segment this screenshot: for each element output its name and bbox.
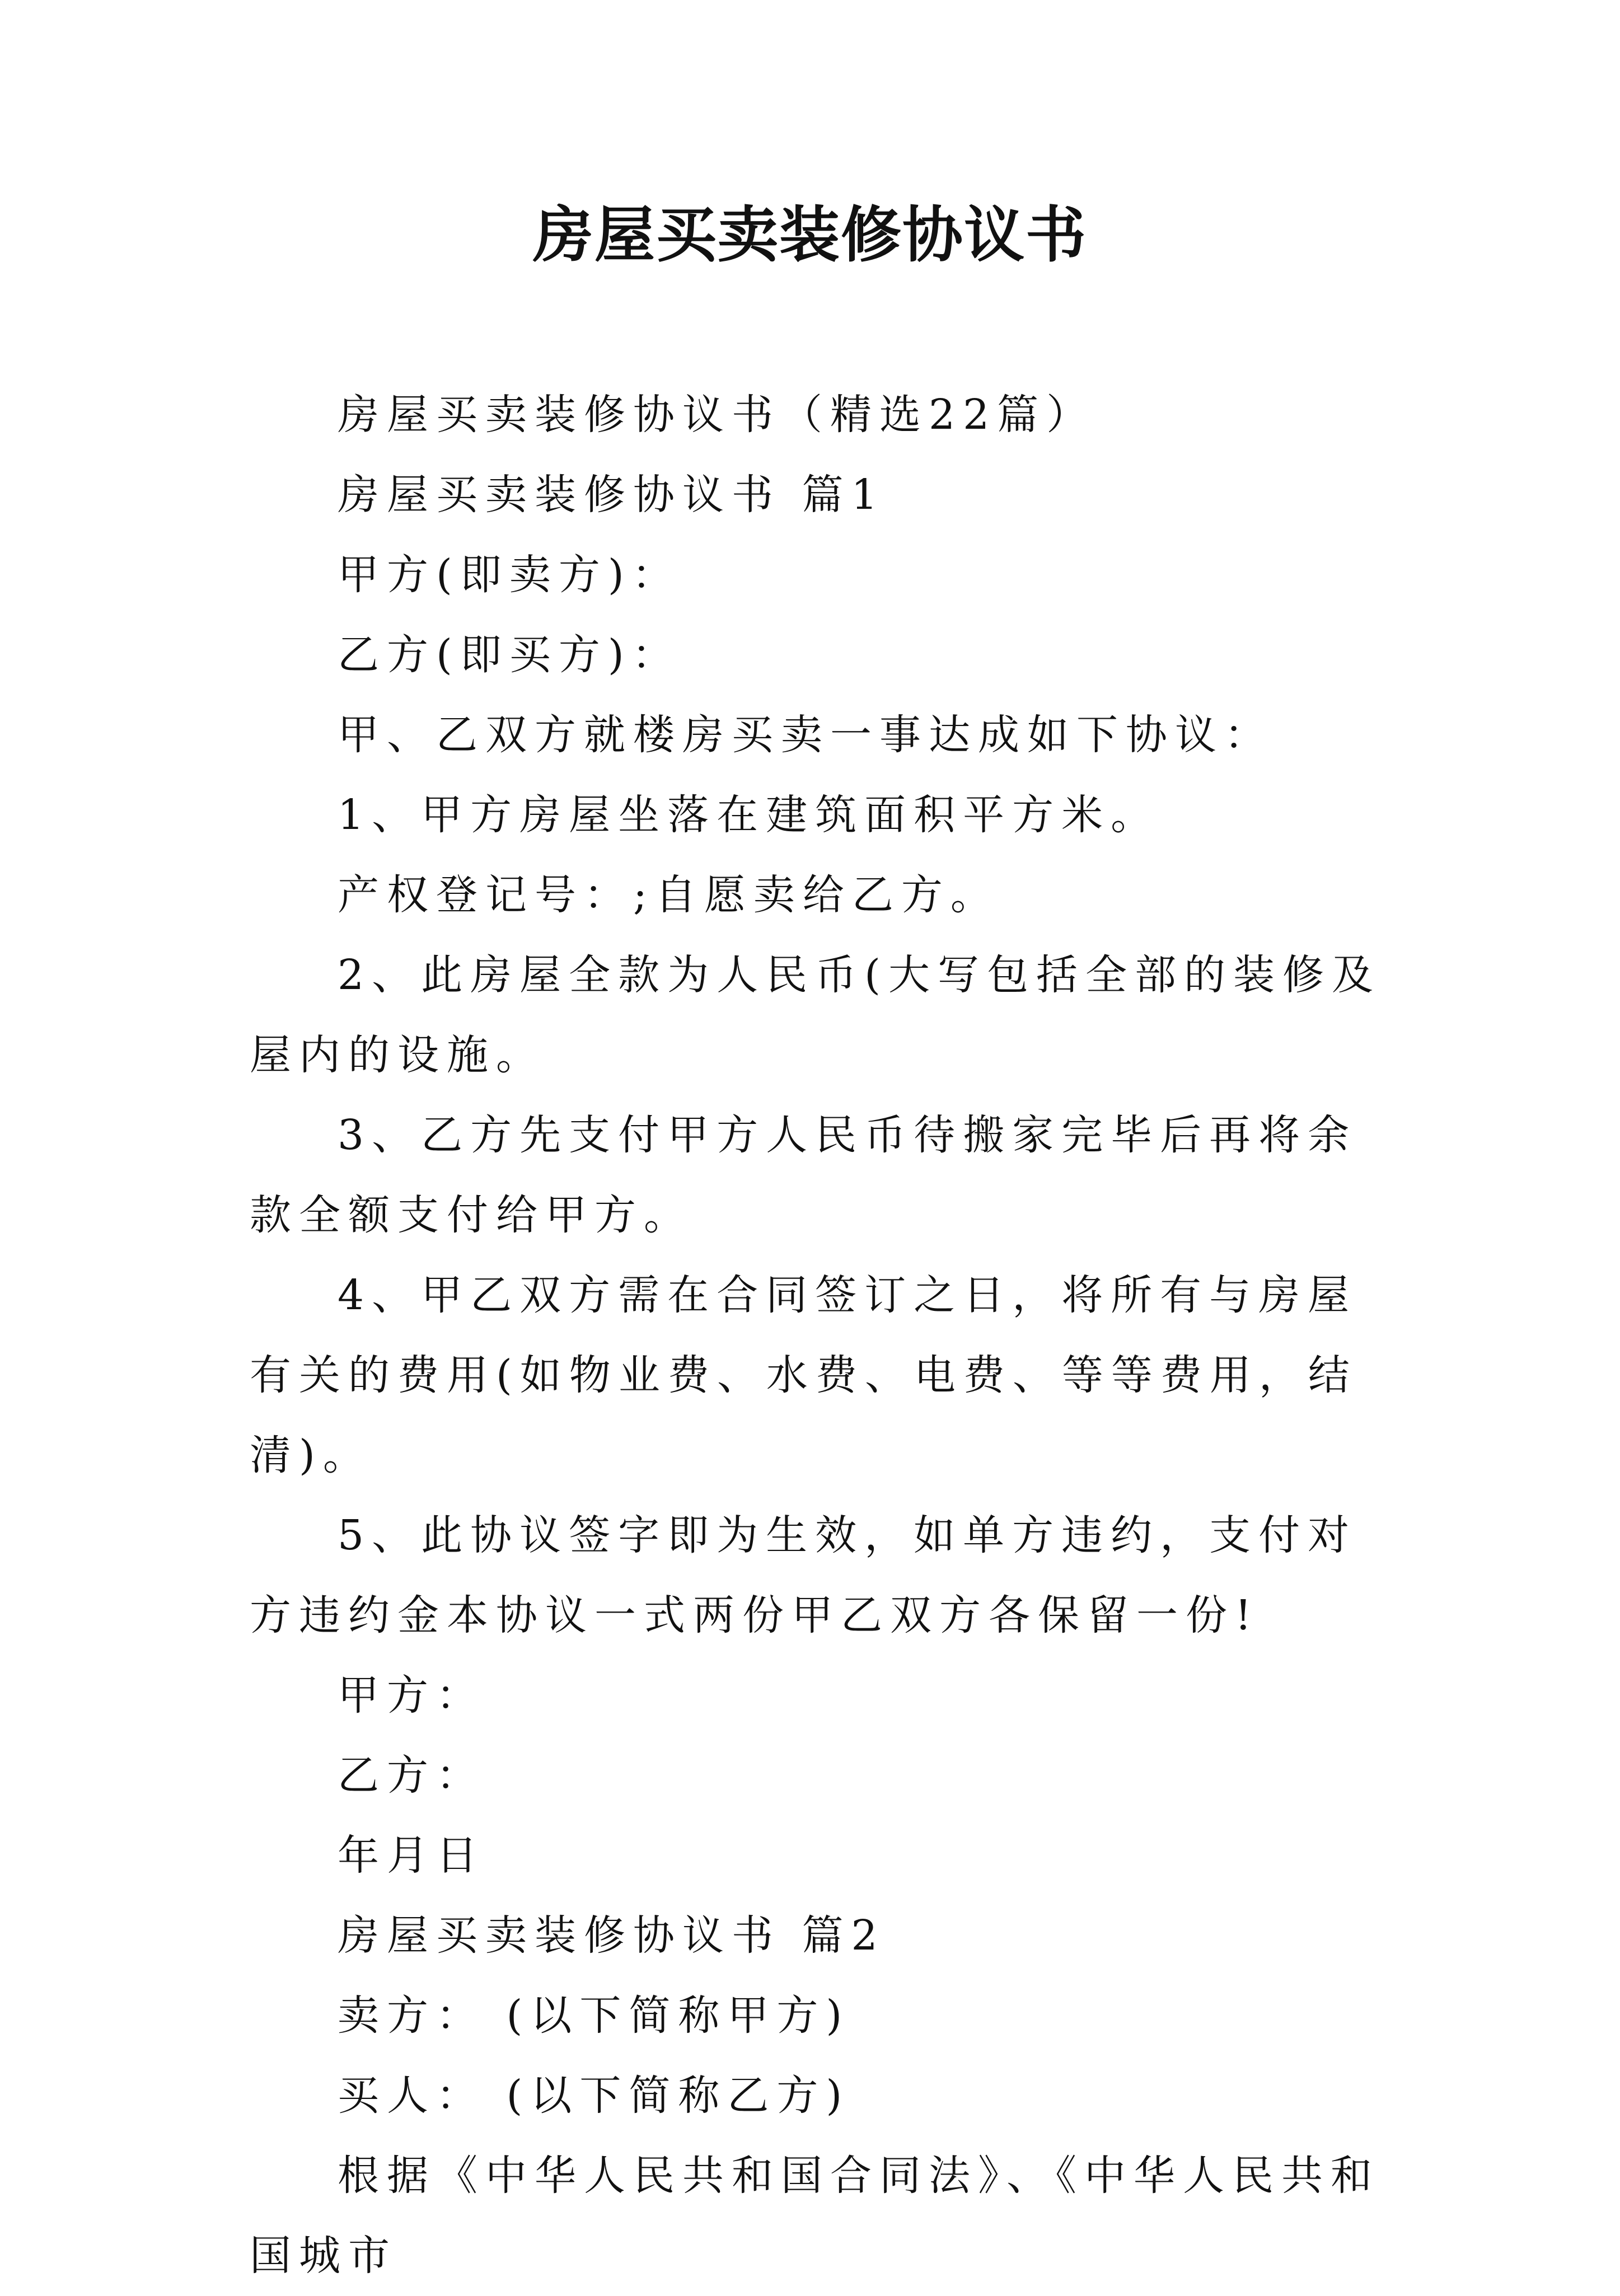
paragraph-agreement-intro: 甲、乙双方就楼房买卖一事达成如下协议： xyxy=(338,711,1273,759)
paragraph-section-heading-2: 房屋买卖装修协议书 篇2 xyxy=(338,1911,886,1960)
paragraph-clause-1: 1、甲方房屋坐落在建筑面积平方米。 xyxy=(338,791,1160,839)
paragraph-registration: 产权登记号：;自愿卖给乙方。 xyxy=(338,871,1000,919)
paragraph-clause-5: 5、此协议签字即为生效，如单方违约，支付对方违约金本协议一式两份甲乙双方各保留一份! xyxy=(250,1511,1357,1639)
paragraph-signature-a: 甲方： xyxy=(338,1671,485,1719)
document-body xyxy=(250,375,1385,2296)
paragraph-clause-3: 3、乙方先支付甲方人民币待搬家完毕后再将余款全额支付给甲方。 xyxy=(250,1111,1357,1239)
paragraph-collection-title: 房屋买卖装修协议书（精选22篇） xyxy=(338,391,1096,439)
paragraph-section-heading-1: 房屋买卖装修协议书 篇1 xyxy=(338,471,886,519)
paragraph-seller: 卖方： (以下简称甲方) xyxy=(338,1992,850,2040)
document-title: 房屋买卖装修协议书 xyxy=(532,200,1087,270)
paragraph-date: 年月日 xyxy=(338,1831,485,1880)
paragraph-clause-4: 4、甲乙双方需在合同签订之日，将所有与房屋有关的费用(如物业费、水费、电费、等等费用，结清)。 xyxy=(250,1271,1357,1479)
paragraph-party-b: 乙方(即买方)： xyxy=(338,631,681,679)
paragraph-signature-b: 乙方： xyxy=(338,1751,485,1800)
paragraph-party-a: 甲方(即卖方)： xyxy=(338,551,681,599)
paragraph-legal-basis: 根据《中华人民共和国合同法》、《中华人民共和国城市 xyxy=(250,2152,1380,2280)
paragraph-buyer: 买人： (以下简称乙方) xyxy=(338,2072,850,2120)
paragraph-clause-2: 2、此房屋全款为人民币(大写包括全部的装修及屋内的设施。 xyxy=(250,951,1381,1079)
